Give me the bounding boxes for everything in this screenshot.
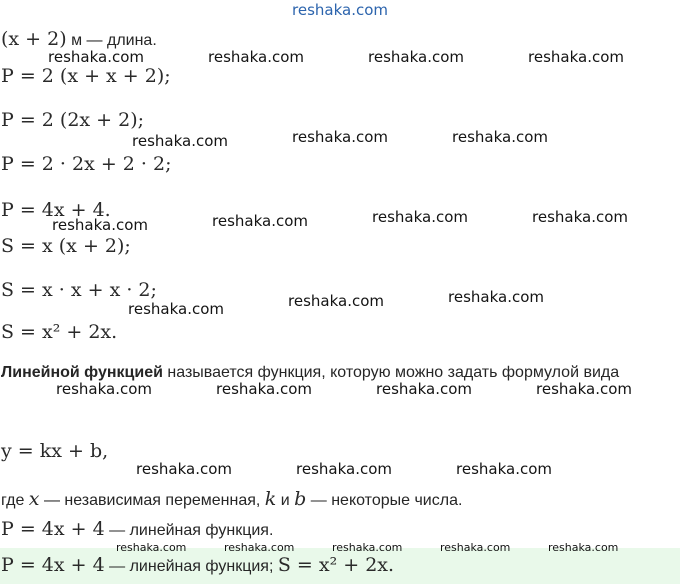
where-prefix: где bbox=[1, 492, 29, 509]
length-line bbox=[1, 28, 157, 50]
site-watermark: reshaka.com bbox=[292, 1, 388, 19]
watermark: reshaka.com bbox=[52, 216, 148, 234]
watermark: reshaka.com bbox=[536, 380, 632, 398]
watermark: reshaka.com bbox=[548, 541, 619, 554]
area-step-2: S = x · x + x · 2; bbox=[1, 279, 157, 301]
watermark: reshaka.com bbox=[128, 300, 224, 318]
linear-note-line bbox=[1, 518, 273, 540]
watermark: reshaka.com bbox=[56, 380, 152, 398]
linear-formula: y = kx + b, bbox=[1, 440, 109, 462]
watermark: reshaka.com bbox=[332, 541, 403, 554]
answer-line bbox=[1, 554, 394, 576]
watermark: reshaka.com bbox=[48, 48, 144, 66]
watermark: reshaka.com bbox=[376, 380, 472, 398]
length-text: м — длина. bbox=[66, 32, 157, 49]
watermark: reshaka.com bbox=[288, 292, 384, 310]
answer-expression-1: P = 4x + 4 bbox=[1, 554, 105, 576]
watermark: reshaka.com bbox=[448, 288, 544, 306]
watermark: reshaka.com bbox=[368, 48, 464, 66]
area-step-1: S = x (x + 2); bbox=[1, 235, 131, 257]
length-expression: (x + 2) bbox=[1, 28, 67, 50]
definition-paragraph bbox=[1, 360, 671, 385]
where-line bbox=[1, 488, 462, 510]
var-x: x bbox=[28, 488, 40, 510]
watermark: reshaka.com bbox=[132, 132, 228, 150]
watermark: reshaka.com bbox=[452, 128, 548, 146]
where-mid-1: — независимая переменная, bbox=[39, 492, 265, 509]
watermark: reshaka.com bbox=[216, 380, 312, 398]
watermark: reshaka.com bbox=[532, 208, 628, 226]
watermark: reshaka.com bbox=[372, 208, 468, 226]
answer-text: — линейная функция; bbox=[104, 558, 278, 575]
definition-text: называется функция, которую можно задать формулой вида bbox=[162, 364, 620, 381]
linear-note-text: — линейная функция. bbox=[104, 522, 274, 539]
answer-expression-2: S = x² + 2x. bbox=[277, 554, 395, 576]
watermark: reshaka.com bbox=[224, 541, 295, 554]
watermark: reshaka.com bbox=[116, 541, 187, 554]
linear-note-expression: P = 4x + 4 bbox=[1, 518, 105, 540]
watermark: reshaka.com bbox=[296, 460, 392, 478]
perimeter-result: P = 4x + 4. bbox=[1, 199, 111, 221]
watermark: reshaka.com bbox=[292, 128, 388, 146]
var-k: k bbox=[264, 488, 277, 510]
where-and: и bbox=[276, 492, 295, 509]
watermark: reshaka.com bbox=[456, 460, 552, 478]
perimeter-step-2: P = 2 (2x + 2); bbox=[1, 109, 145, 131]
perimeter-step-1: P = 2 (x + x + 2); bbox=[1, 65, 171, 87]
perimeter-step-3: P = 2 · 2x + 2 · 2; bbox=[1, 153, 172, 175]
var-b: b bbox=[294, 488, 307, 510]
area-result: S = x² + 2x. bbox=[1, 321, 118, 343]
watermark: reshaka.com bbox=[208, 48, 304, 66]
watermark: reshaka.com bbox=[528, 48, 624, 66]
watermark: reshaka.com bbox=[440, 541, 511, 554]
watermark: reshaka.com bbox=[136, 460, 232, 478]
definition-term: Линейной функцией bbox=[1, 364, 163, 381]
watermark: reshaka.com bbox=[212, 212, 308, 230]
where-mid-2: — некоторые числа. bbox=[306, 492, 463, 509]
